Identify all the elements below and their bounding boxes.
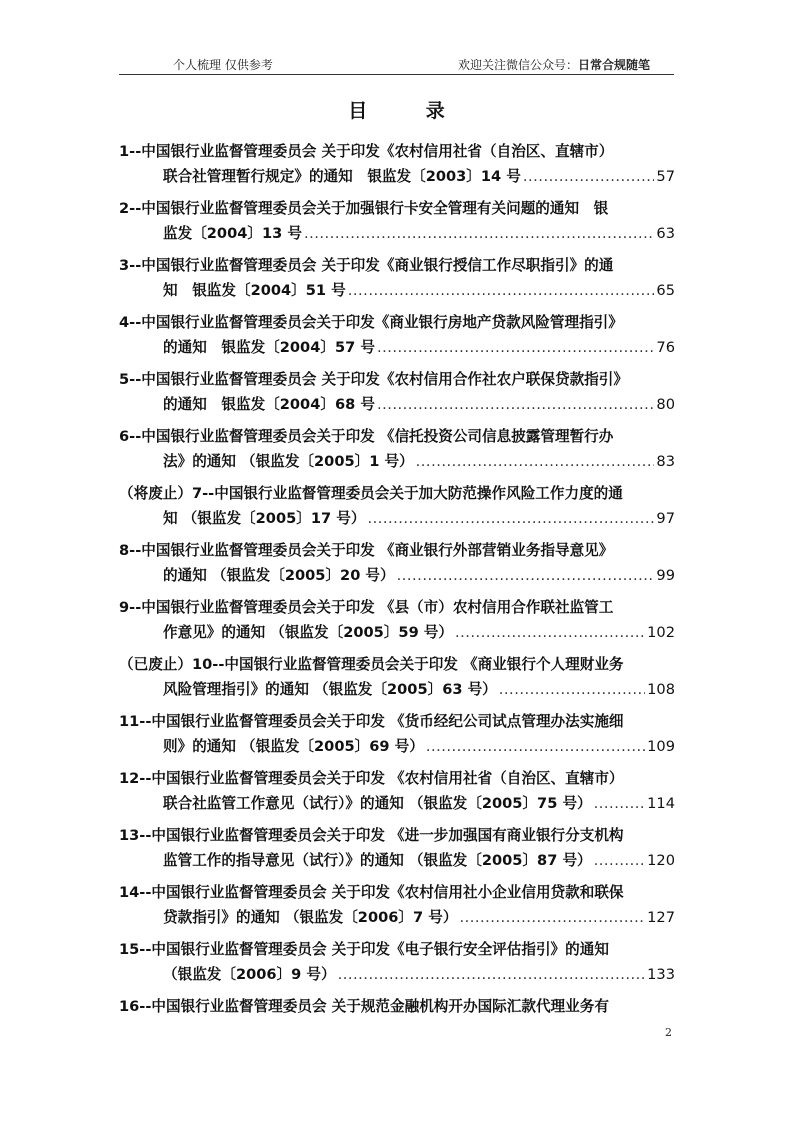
toc-entry[interactable] [119,596,675,645]
toc-entry-continuation-line [119,621,675,646]
toc-entry-doc-number: 联合社管理暂行规定》的通知 银监发〔2003〕14 号 [163,167,521,185]
toc-entry-doc-number: 的通知 （银监发〔2005〕20 号） [163,566,395,584]
dot-leader [397,564,655,589]
toc-entry[interactable] [119,140,675,189]
toc-entry-doc-number: 则》的通知 （银监发〔2005〕69 号） [163,737,424,755]
toc-entry-doc-number: 的通知 银监发〔2004〕57 号 [163,338,375,356]
dot-leader [304,222,654,247]
toc-entry[interactable] [119,938,675,987]
toc-entry-continuation-line [119,963,675,988]
toc-page-number: 65 [656,281,675,299]
dot-leader [338,963,646,988]
toc-page-number: 57 [656,167,675,185]
toc-entry-title-line: 16--中国银行业监督管理委员会 关于规范金融机构开办国际汇款代理业务有 [119,998,609,1015]
dot-leader [377,336,654,361]
toc-page-number: 97 [656,509,675,527]
toc-page-number: 76 [656,338,675,356]
toc-entry-title-line: 2--中国银行业监督管理委员会关于加强银行卡安全管理有关问题的通知 银 [119,200,609,217]
toc-entry-doc-number: 知 （银监发〔2005〕17 号） [163,509,366,527]
toc-entry-title-line: 9--中国银行业监督管理委员会关于印发 《县（市）农村信用合作联社监管工 [119,599,614,616]
table-of-contents [119,140,675,1027]
toc-entry-title-line: 14--中国银行业监督管理委员会 关于印发《农村信用社小企业信用贷款和联保 [119,884,624,901]
page-title: 目 录 [348,100,471,122]
header-right-prefix: 欢迎关注微信公众号： [457,58,578,72]
toc-entry-continuation-line [119,678,675,703]
header-divider [119,74,674,75]
toc-entry-continuation-line [119,849,675,874]
dot-leader [594,849,646,874]
toc-entry-doc-number: 的通知 银监发〔2004〕68 号 [163,395,375,413]
toc-entry-title-line: 6--中国银行业监督管理委员会关于印发 《信托投资公司信息披露管理暂行办 [119,428,614,445]
header-left-text: 个人梳理 仅供参考 [173,58,273,72]
page-number: 2 [665,1026,672,1039]
toc-entry-title-line: 4--中国银行业监督管理委员会关于印发《商业银行房地产贷款风险管理指引》 [119,314,623,331]
toc-entry[interactable] [119,653,675,702]
toc-page-number: 102 [647,623,675,641]
toc-entry-doc-number: 监发〔2004〕13 号 [163,224,302,242]
toc-entry-continuation-line [119,222,675,247]
toc-entry-title-line: 1--中国银行业监督管理委员会 关于印发《农村信用社省（自治区、直辖市） [119,143,614,160]
dot-leader [523,165,655,190]
toc-page-number: 83 [656,452,675,470]
toc-entry-continuation-line [119,279,675,304]
toc-entry-title-line: （已废止）10--中国银行业监督管理委员会关于印发 《商业银行个人理财业务 [119,656,624,673]
toc-entry-continuation-line [119,393,675,418]
toc-entry-title-line: 13--中国银行业监督管理委员会关于印发 《进一步加强国有商业银行分支机构 [119,827,624,844]
toc-entry[interactable] [119,482,675,531]
toc-entry-doc-number: 知 银监发〔2004〕51 号 [163,281,346,299]
toc-entry-continuation-line [119,792,675,817]
toc-entry-title-line: 3--中国银行业监督管理委员会 关于印发《商业银行授信工作尽职指引》的通 [119,257,614,274]
toc-entry[interactable] [119,824,675,873]
toc-entry-title-line: 8--中国银行业监督管理委员会关于印发 《商业银行外部营销业务指导意见》 [119,542,614,559]
dot-leader [594,792,646,817]
toc-entry[interactable] [119,767,675,816]
toc-page-number: 120 [647,851,675,869]
toc-entry-continuation-line [119,507,675,532]
toc-entry-title-line: 15--中国银行业监督管理委员会 关于印发《电子银行安全评估指引》的通知 [119,941,609,958]
toc-entry[interactable] [119,254,675,303]
toc-entry-doc-number: 贷款指引》的通知 （银监发〔2006〕7 号） [163,908,458,926]
toc-entry[interactable] [119,425,675,474]
dot-leader [459,906,645,931]
toc-page-number: 133 [647,965,675,983]
toc-page-number: 108 [647,680,675,698]
toc-entry-continuation-line [119,735,675,760]
dot-leader [367,507,654,532]
toc-entry[interactable] [119,995,675,1020]
toc-entry-continuation-line [119,165,675,190]
toc-entry[interactable] [119,311,675,360]
dot-leader [377,393,654,418]
header-right-text [458,56,650,73]
toc-entry-doc-number: 作意见》的通知 （银监发〔2005〕59 号） [163,623,453,641]
toc-entry[interactable] [119,197,675,246]
dot-leader [426,735,645,760]
dot-leader [455,621,645,646]
toc-entry[interactable] [119,710,675,759]
toc-entry-title-line: 11--中国银行业监督管理委员会关于印发 《货币经纪公司试点管理办法实施细 [119,713,624,730]
toc-entry-continuation-line [119,906,675,931]
toc-entry-doc-number: 联合社监管工作意见（试行）》的通知 （银监发〔2005〕75 号） [163,794,592,812]
toc-page-number: 99 [656,566,675,584]
toc-entry-title-line: 12--中国银行业监督管理委员会关于印发 《农村信用社省（自治区、直辖市） [119,770,624,787]
toc-entry-doc-number: 风险管理指引》的通知 （银监发〔2005〕63 号） [163,680,497,698]
toc-entry-continuation-line [119,450,675,475]
page-header [119,56,674,74]
toc-entry-continuation-line [119,564,675,589]
toc-entry-doc-number: 法》的通知 （银监发〔2005〕1 号） [163,452,414,470]
dot-leader [499,678,645,703]
toc-page-number: 109 [647,737,675,755]
toc-entry-continuation-line [119,336,675,361]
toc-page-number: 127 [647,908,675,926]
toc-entry-doc-number: （银监发〔2006〕9 号） [163,965,336,983]
header-account-name: 日常合规随笔 [577,58,650,72]
dot-leader [416,450,655,475]
toc-entry[interactable] [119,881,675,930]
toc-entry[interactable] [119,539,675,588]
dot-leader [348,279,655,304]
toc-entry-title-line: 5--中国银行业监督管理委员会 关于印发《农村信用合作社农户联保贷款指引》 [119,371,628,388]
toc-page-number: 80 [656,395,675,413]
toc-page-number: 63 [656,224,675,242]
toc-entry-doc-number: 监管工作的指导意见（试行）》的通知 （银监发〔2005〕87 号） [163,851,592,869]
toc-entry-title-line: （将废止）7--中国银行业监督管理委员会关于加大防范操作风险工作力度的通 [119,485,623,502]
toc-page-number: 114 [647,794,675,812]
toc-entry[interactable] [119,368,675,417]
